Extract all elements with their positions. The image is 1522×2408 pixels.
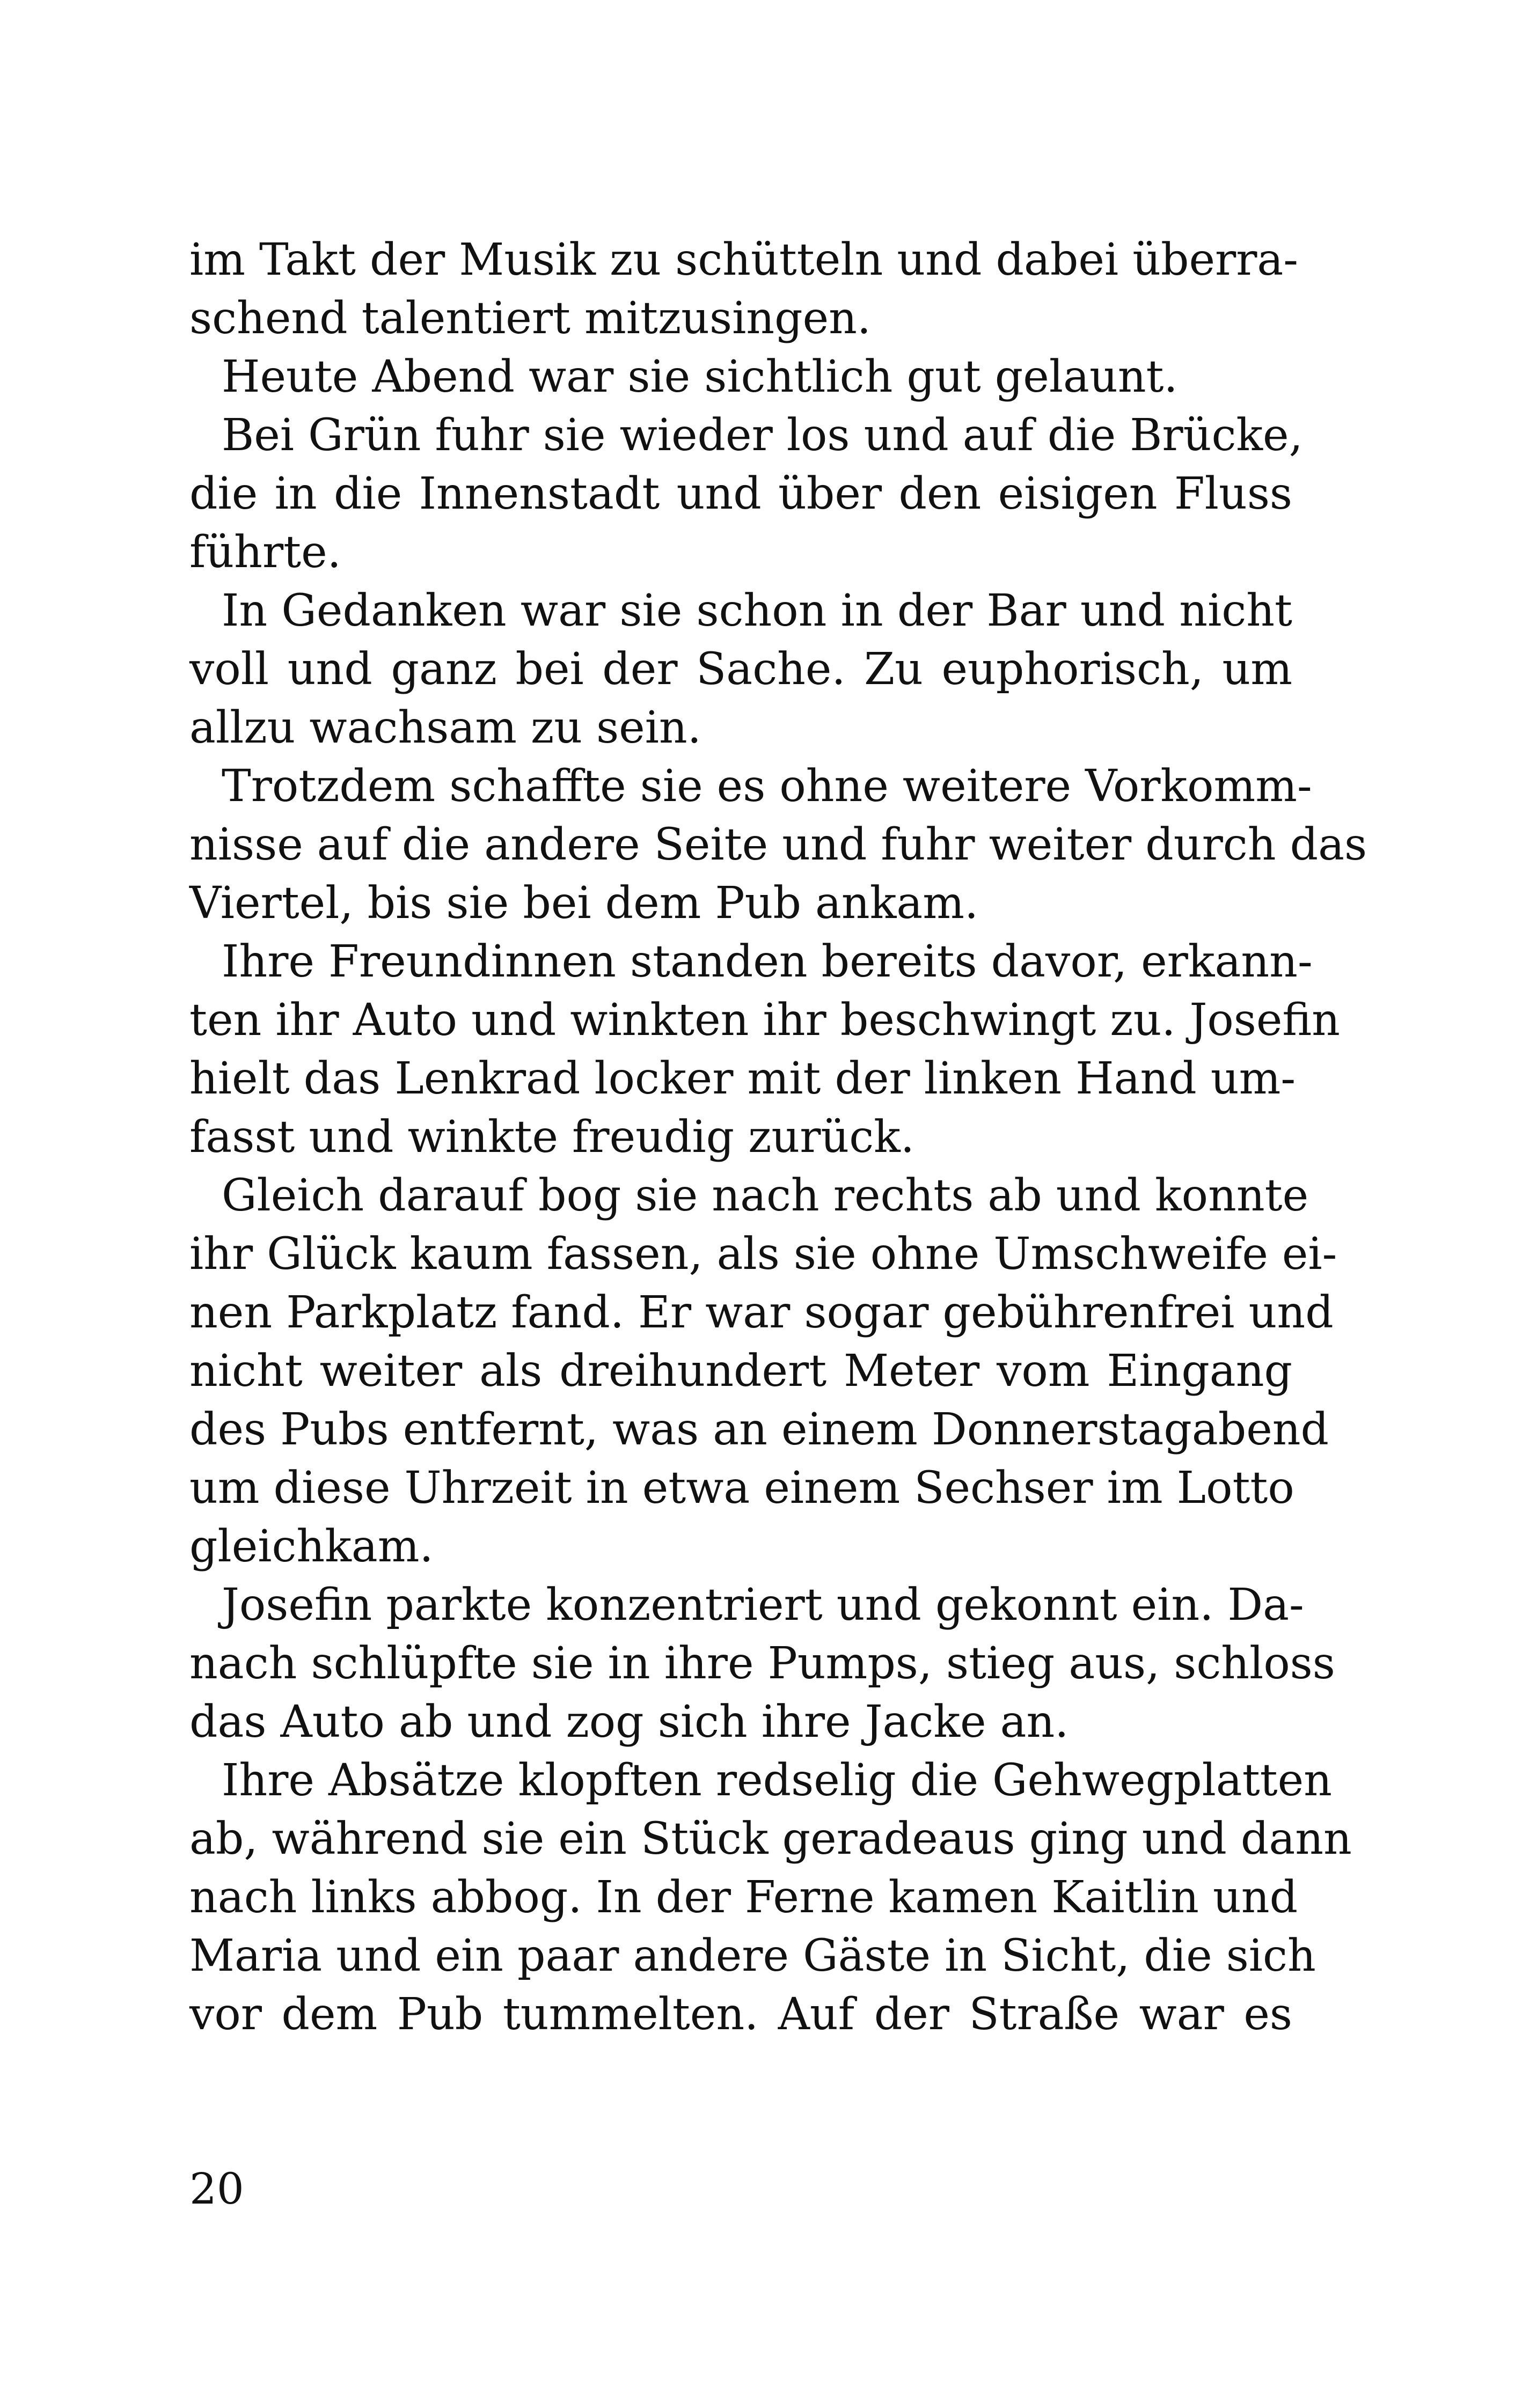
paragraph [189,933,1340,1166]
text-line: ten ihr Auto und winkten ihr beschwingt zu. Josefin [189,995,1340,1046]
text-line: Viertel, bis sie bei dem Pub ankam. [189,878,979,929]
text-line: das Auto ab und zog sich ihre Jacke an. [189,1697,1069,1748]
text-line: nen Parkplatz fand. Er war sogar gebührenfrei und [189,1287,1334,1338]
text-line: allzu wachsam zu sein. [189,702,701,753]
text-line: nicht weiter als dreihundert Meter vom Eingang [189,1346,1292,1397]
text-line: hielt das Lenkrad locker mit der linken Hand um- [189,1053,1296,1104]
text-line: vor dem Pub tummelten. Auf der Straße war es [189,1989,1292,2040]
text-line: gleichkam. [189,1521,434,1572]
text-line: des Pubs entfernt, was an einem Donnerstagabend [189,1404,1329,1455]
paragraph [189,406,1303,582]
text-line: fasst und winkte freudig zurück. [189,1112,914,1163]
body-text [189,231,1367,2044]
text-line: nisse auf die andere Seite und fuhr weiter durch das [189,819,1367,870]
text-line: Ihre Absätze klopften redselig die Gehwegplatten [222,1755,1332,1806]
text-line: Gleich darauf bog sie nach rechts ab und konnte [222,1170,1309,1221]
text-line: ab, während sie ein Stück geradeaus ging und dann [189,1814,1352,1864]
text-line: Heute Abend war sie sichtlich gut gelaunt. [222,351,1178,402]
paragraph [189,757,1367,933]
page-number: 20 [189,2164,244,2214]
text-line: voll und ganz bei der Sache. Zu euphorisch, um [189,644,1292,695]
text-line: Maria und ein paar andere Gäste in Sicht, die sich [189,1930,1316,1981]
text-line: Ihre Freundinnen standen bereits davor, erkann- [222,936,1313,987]
text-line: Trotzdem schaffte sie es ohne weitere Vorkomm- [222,761,1312,812]
text-line: im Takt der Musik zu schütteln und dabei überra- [189,234,1299,285]
text-line: schend talentiert mitzusingen. [189,293,871,344]
text-line: um diese Uhrzeit in etwa einem Sechser im Lotto [189,1463,1294,1514]
paragraph [189,1751,1352,2044]
text-line: ihr Glück kaum fassen, als sie ohne Umschweife ei- [189,1229,1337,1280]
text-line: die in die Innenstadt und über den eisigen Fluss [189,468,1292,519]
text-line: Bei Grün fuhr sie wieder los und auf die Brücke, [222,410,1303,461]
paragraph [189,348,1292,406]
text-line: Josefin parkte konzentriert und gekonnt ein. Da- [222,1580,1304,1631]
text-line: nach links abbog. In der Ferne kamen Kaitlin und [189,1872,1298,1923]
text-line: führte. [189,527,341,578]
text-line: nach schlüpfte sie in ihre Pumps, stieg aus, schloss [189,1638,1335,1689]
paragraph [189,1576,1335,1751]
paragraph [189,582,1292,757]
paragraph [189,231,1299,348]
paragraph [189,1166,1337,1576]
text-line: In Gedanken war sie schon in der Bar und nicht [222,585,1292,636]
